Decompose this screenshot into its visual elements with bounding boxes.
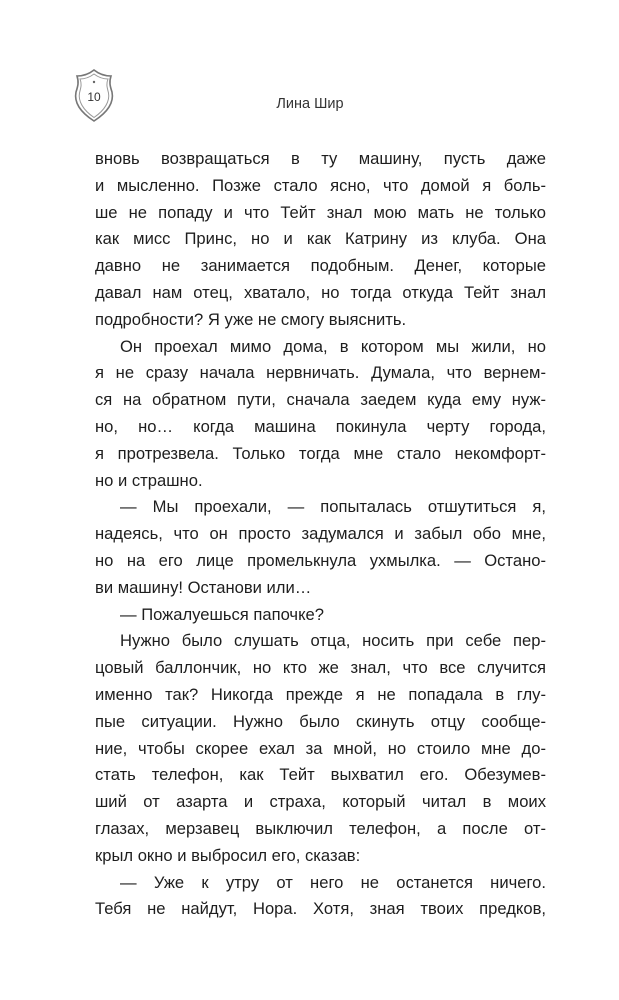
text-line: подробности? Я уже не смогу выяснить. xyxy=(95,309,407,329)
text-line: Он проехал мимо дома, в котором мы жили, но xyxy=(120,336,546,356)
text-line: надеясь, что он просто задумался и забыл обо мне, xyxy=(95,524,546,544)
page-number: 10 xyxy=(87,90,101,104)
text-line: цовый баллончик, но кто же знал, что все случится xyxy=(95,658,546,678)
text-line: — Уже к утру от него не останется ничего. xyxy=(120,872,546,892)
body-text xyxy=(95,146,546,923)
text-line: — Пожалуешься папочке? xyxy=(120,604,324,624)
text-line: стать телефон, как Тейт выхватил его. Обезумев- xyxy=(95,765,546,785)
text-line: Нужно было слушать отца, носить при себе пер- xyxy=(120,631,546,651)
text-line: пые ситуации. Нужно было скинуть отцу сообще- xyxy=(95,711,546,731)
text-line: но, но… когда машина покинула черту города, xyxy=(95,416,546,436)
text-line: Тебя не найдут, Нора. Хотя, зная твоих предков, xyxy=(95,899,546,919)
text-line: я не сразу начала нервничать. Думала, что вернем- xyxy=(95,363,546,383)
text-line: крыл окно и выбросил его, сказав: xyxy=(95,845,361,865)
text-line: ше не попаду и что Тейт знал мою мать не только xyxy=(95,202,546,222)
text-line: как мисс Принс, но и как Катрину из клуба. Она xyxy=(95,229,546,249)
text-line: — Мы проехали, — попыталась отшутиться я, xyxy=(120,497,546,517)
running-header-author: Лина Шир xyxy=(276,96,344,112)
text-line: но на его лице промелькнула ухмылка. — Остано- xyxy=(95,550,546,570)
text-line: глазах, мерзавец выключил телефон, а после от- xyxy=(95,818,546,838)
page-number-badge xyxy=(72,68,116,124)
text-line: давно не занимается подобным. Денег, которые xyxy=(95,256,546,276)
text-line: ние, чтобы скорее ехал за мной, но стоило мне до- xyxy=(95,738,546,758)
text-line: но и страшно. xyxy=(95,470,203,490)
text-line: ся на обратном пути, сначала заедем куда ему нуж- xyxy=(95,390,546,410)
text-line: ший от азарта и страха, который читал в моих xyxy=(95,792,546,812)
text-line: я протрезвела. Только тогда мне стало некомфорт- xyxy=(95,443,546,463)
text-line: давал нам отец, хватало, но тогда откуда Тейт знал xyxy=(95,282,546,302)
text-line: ви машину! Останови или… xyxy=(95,577,312,597)
text-line: именно так? Никогда прежде я не попадала в глу- xyxy=(95,684,546,704)
text-line: вновь возвращаться в ту машину, пусть даже xyxy=(95,149,546,168)
text-line: и мысленно. Позже стало ясно, что домой я боль- xyxy=(95,175,546,195)
